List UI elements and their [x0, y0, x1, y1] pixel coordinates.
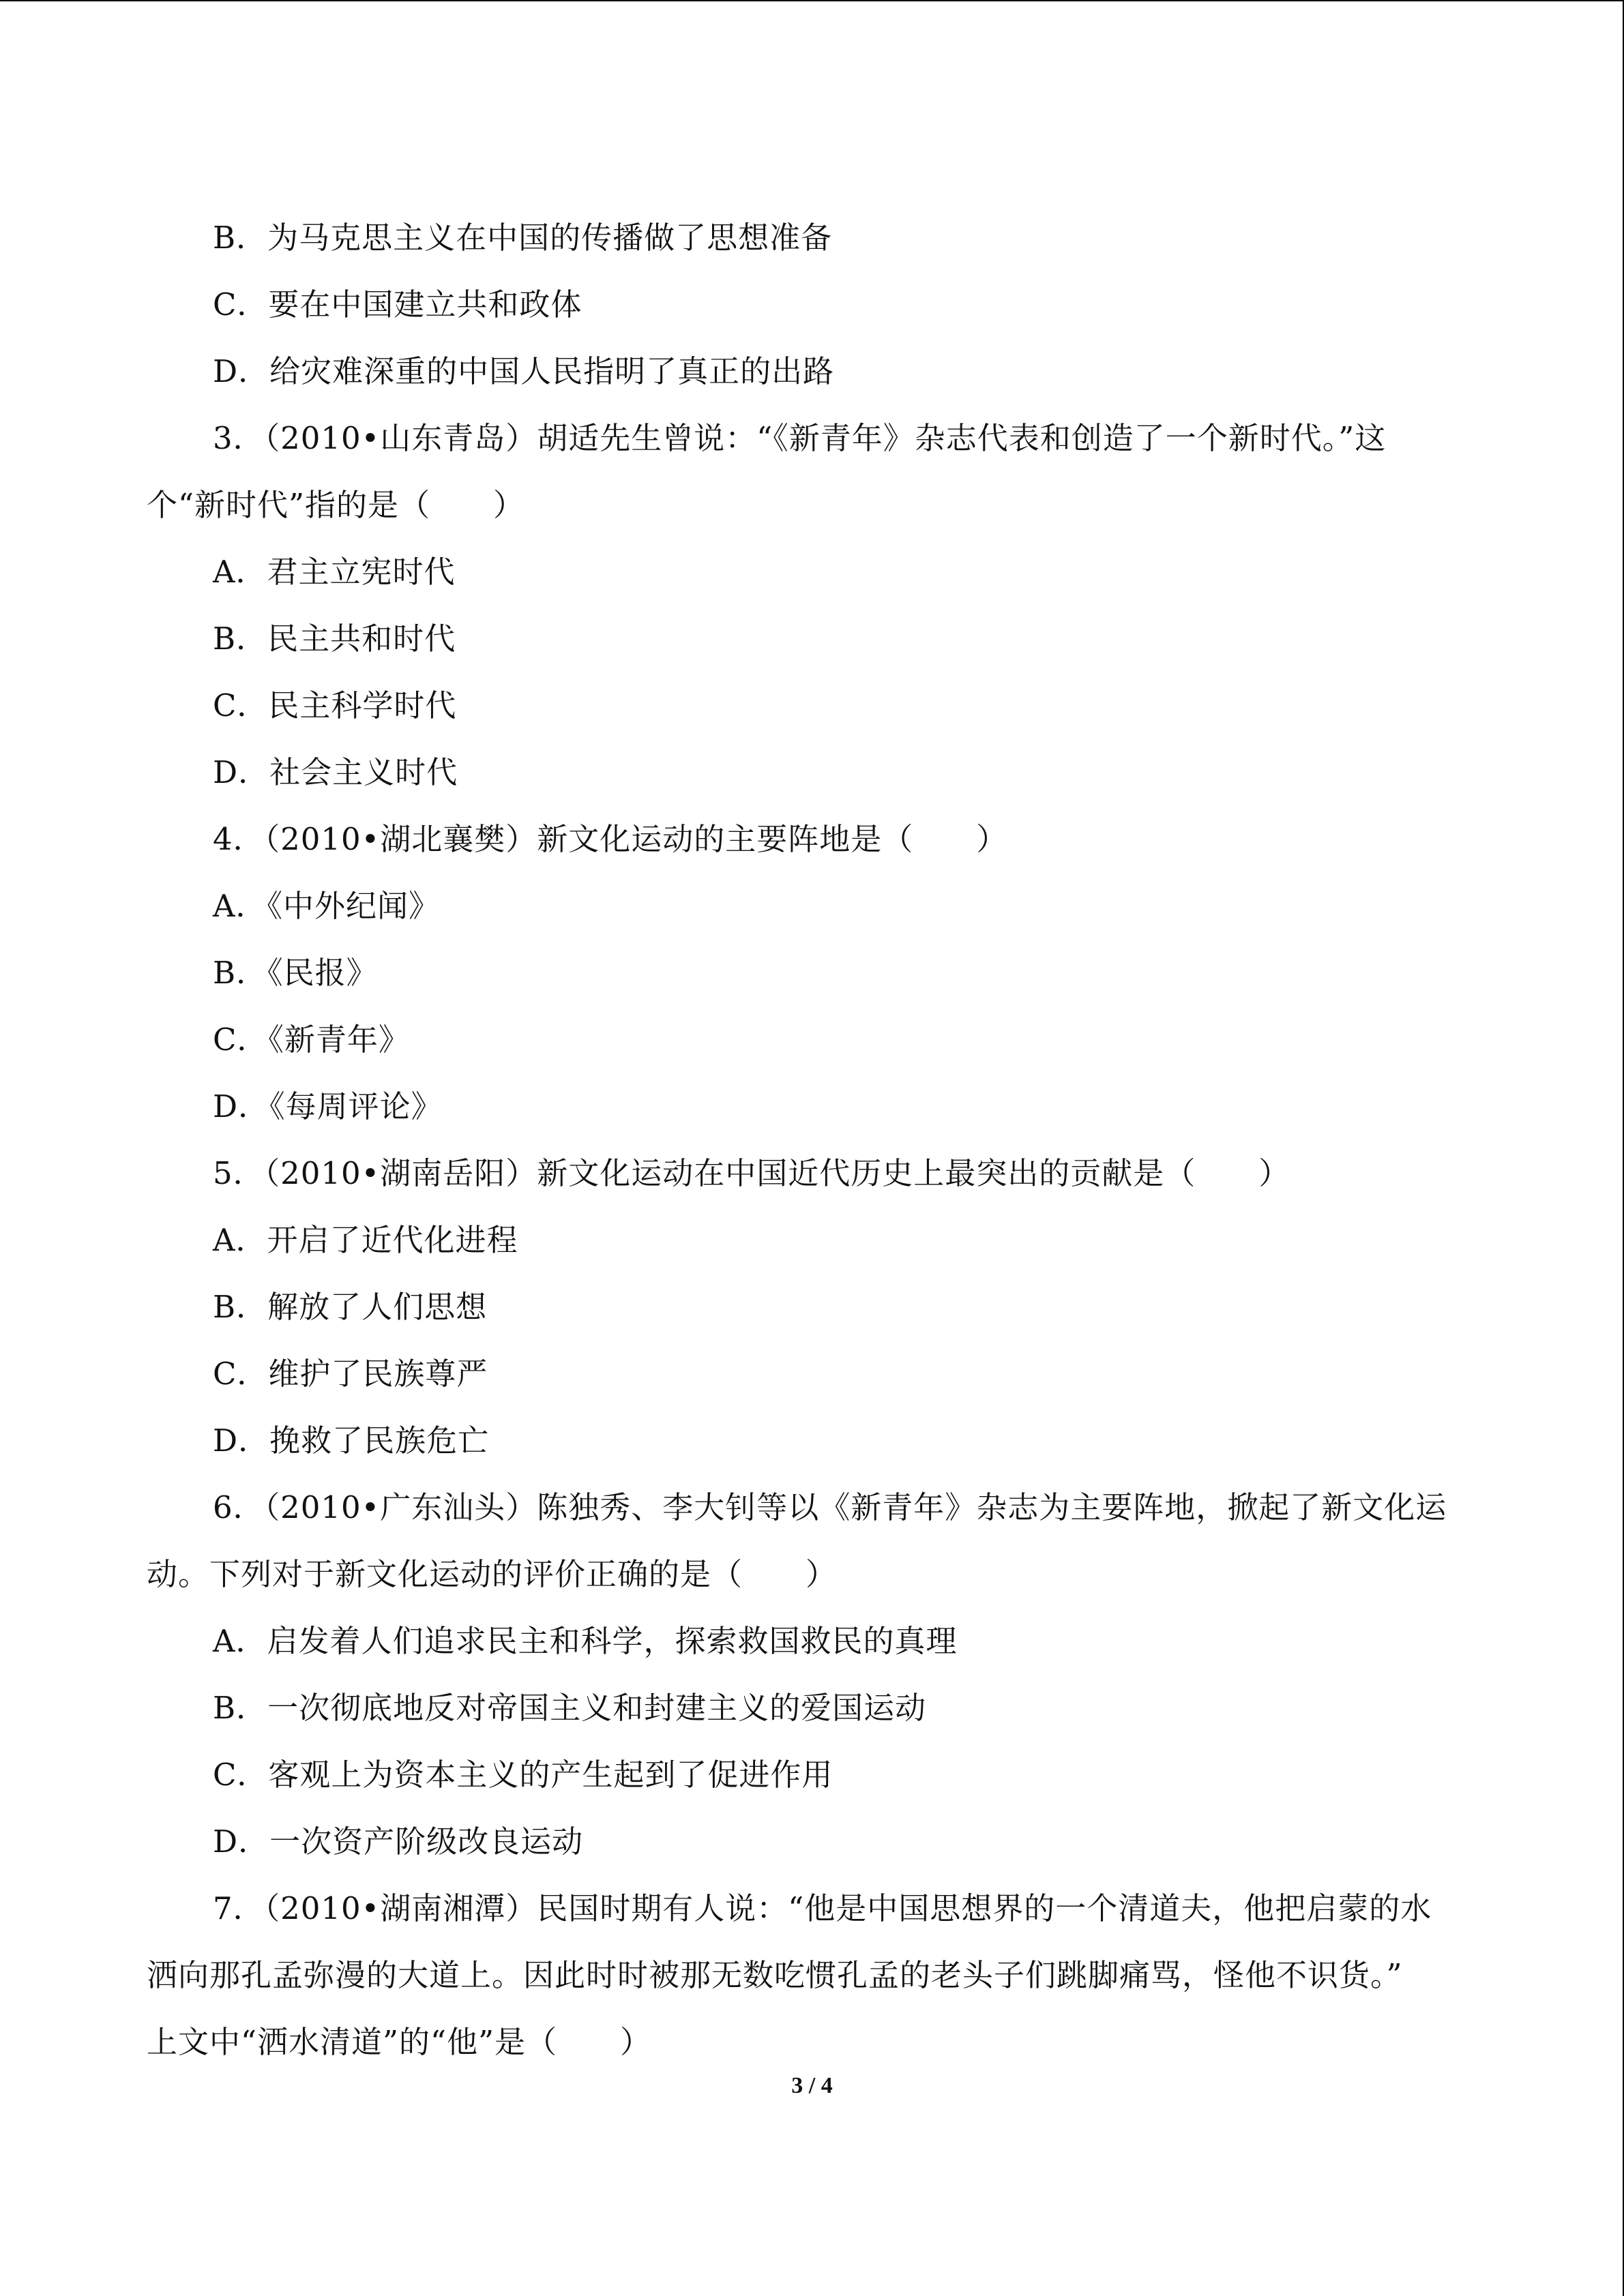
question-5-stem: 5．（2010•湖南岳阳）新文化运动在中国近代历史上最突出的贡献是（ ）	[213, 1155, 1290, 1191]
option-line: B．为马克思主义在中国的传播做了思想准备	[213, 220, 833, 256]
option-line: D．一次资产阶级改良运动	[213, 1823, 584, 1860]
option-line: A．《中外纪闻》	[213, 888, 440, 924]
option-line: D．挽救了民族危亡	[213, 1422, 490, 1459]
option-line: C．《新青年》	[213, 1022, 410, 1058]
option-line: B．一次彻底地反对帝国主义和封建主义的爱国运动	[213, 1690, 927, 1726]
option-line: D．《每周评论》	[213, 1088, 443, 1124]
question-7-stem: 7．（2010•湖南湘潭）民国时期有人说：“他是中国思想界的一个清道夫，他把启蒙的水	[213, 1890, 1432, 1926]
question-7-stem-continued: 上文中“洒水清道”的“他”是（ ）	[147, 2024, 652, 2060]
option-line: C．民主科学时代	[213, 687, 457, 724]
option-line: A．君主立宪时代	[213, 554, 456, 590]
option-line: C．客观上为资本主义的产生起到了促进作用	[213, 1757, 833, 1793]
option-line: B．《民报》	[213, 955, 378, 991]
page-number: 3 / 4	[791, 2073, 833, 2098]
option-line: D．社会主义时代	[213, 754, 458, 790]
option-line: D．给灾难深重的中国人民指明了真正的出路	[213, 353, 835, 389]
question-3-stem-continued: 个“新时代”指的是（ ）	[147, 487, 525, 523]
option-line: B．民主共和时代	[213, 621, 456, 657]
question-7-stem-continued: 洒向那孔孟弥漫的大道上。因此时时被那无数吃惯孔孟的老头子们跳脚痛骂，怪他不识货。”	[147, 1957, 1403, 1993]
question-6-stem: 6．（2010•广东汕头）陈独秀、李大钊等以《新青年》杂志为主要阵地，掀起了新文化运	[213, 1489, 1447, 1525]
question-6-stem-continued: 动。下列对于新文化运动的评价正确的是（ ）	[147, 1556, 838, 1592]
document-body	[147, 205, 1477, 2076]
option-line: A．开启了近代化进程	[213, 1222, 518, 1258]
question-4-stem: 4．（2010•湖北襄樊）新文化运动的主要阵地是（ ）	[213, 821, 1008, 857]
question-3-stem: 3．（2010•山东青岛）胡适先生曾说：“《新青年》杂志代表和创造了一个新时代。”这	[213, 420, 1387, 456]
option-line: A．启发着人们追求民主和科学，探索救国救民的真理	[213, 1623, 958, 1659]
option-line: C．维护了民族尊严	[213, 1356, 488, 1392]
option-line: B．解放了人们思想	[213, 1289, 488, 1325]
option-line: C．要在中国建立共和政体	[213, 286, 582, 323]
